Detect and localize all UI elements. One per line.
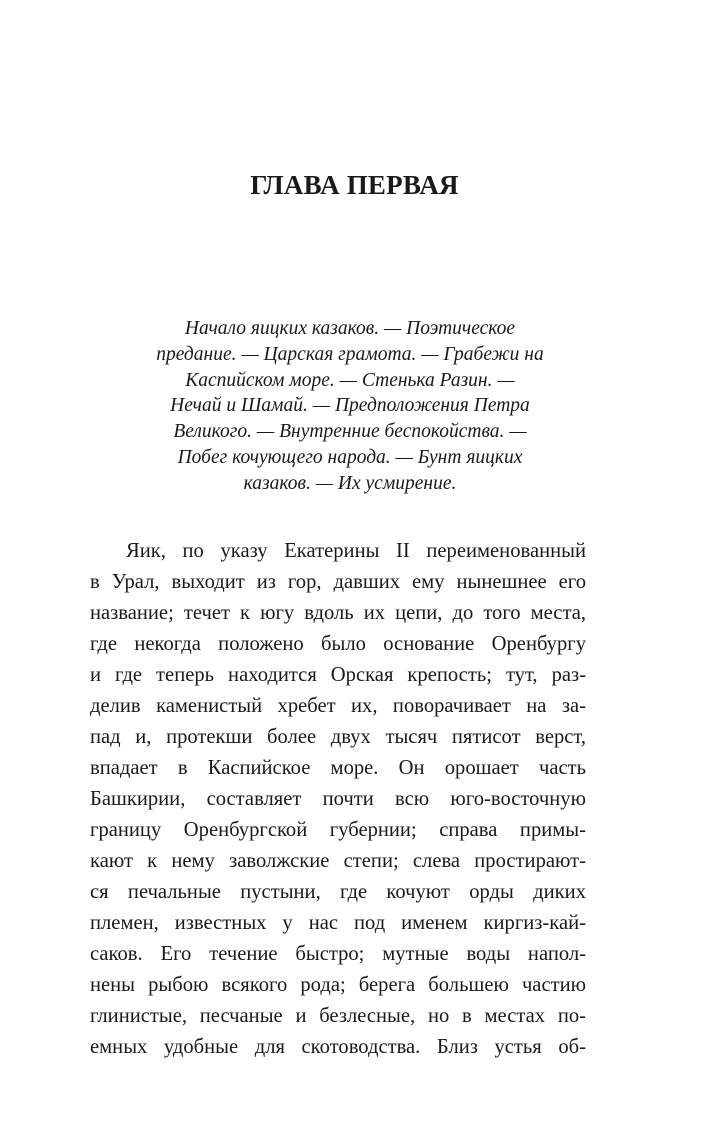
body-line: емных удобные для скотоводства. Близ устья об-	[90, 1036, 586, 1058]
epigraph-line: Начало яицких казаков. — Поэтическое	[184, 318, 516, 339]
epigraph-line: казаков. — Их усмирение.	[243, 472, 457, 494]
body-line: делив каменистый хребет их, поворачивает на за-	[90, 695, 586, 717]
chapter-epigraph	[100, 316, 600, 497]
body-line: впадает в Каспийское море. Он орошает часть	[90, 757, 586, 779]
epigraph-line: Великого. — Внутренние беспокойства. —	[173, 421, 527, 443]
epigraph-line: Побег кочующего народа. — Бунт яицких	[177, 446, 523, 468]
body-line: глинистые, песчаные и безлесные, но в местах по-	[90, 1005, 586, 1027]
body-line: где некогда положено было основание Оренбургу	[90, 633, 586, 655]
body-line: название; течет к югу вдоль их цепи, до того места,	[90, 602, 586, 624]
body-line: Башкирии, составляет почти всю юго-восточную	[90, 788, 586, 810]
body-line: нены рыбою всякого рода; берега большею частию	[90, 974, 586, 996]
epigraph-line: предание. — Царская грамота. — Грабежи на	[156, 343, 544, 365]
body-line: пад и, протекши более двух тысяч пятисот верст,	[90, 726, 586, 748]
epigraph-line: Каспийском море. — Стенька Разин. —	[185, 369, 515, 391]
body-line: в Урал, выходит из гор, давших ему нынешнее его	[90, 571, 586, 593]
body-line: Яик, по указу Екатерины II переименованный	[126, 540, 586, 562]
body-line: племен, известных у нас под именем киргиз-кай-	[90, 912, 586, 934]
body-line: границу Оренбургской губернии; справа примы-	[90, 819, 586, 841]
body-line: кают к нему заволжские степи; слева простирают-	[90, 850, 586, 872]
body-line: саков. Его течение быстро; мутные воды напол-	[90, 943, 586, 965]
chapter-title: ГЛАВА ПЕРВАЯ	[250, 170, 459, 200]
body-line: ся печальные пустыни, где кочуют орды диких	[90, 881, 586, 903]
body-line: и где теперь находится Орская крепость; тут, раз-	[90, 664, 586, 686]
epigraph-line: Нечай и Шамай. — Предположения Петра	[170, 395, 530, 417]
body-paragraph	[90, 536, 586, 1063]
